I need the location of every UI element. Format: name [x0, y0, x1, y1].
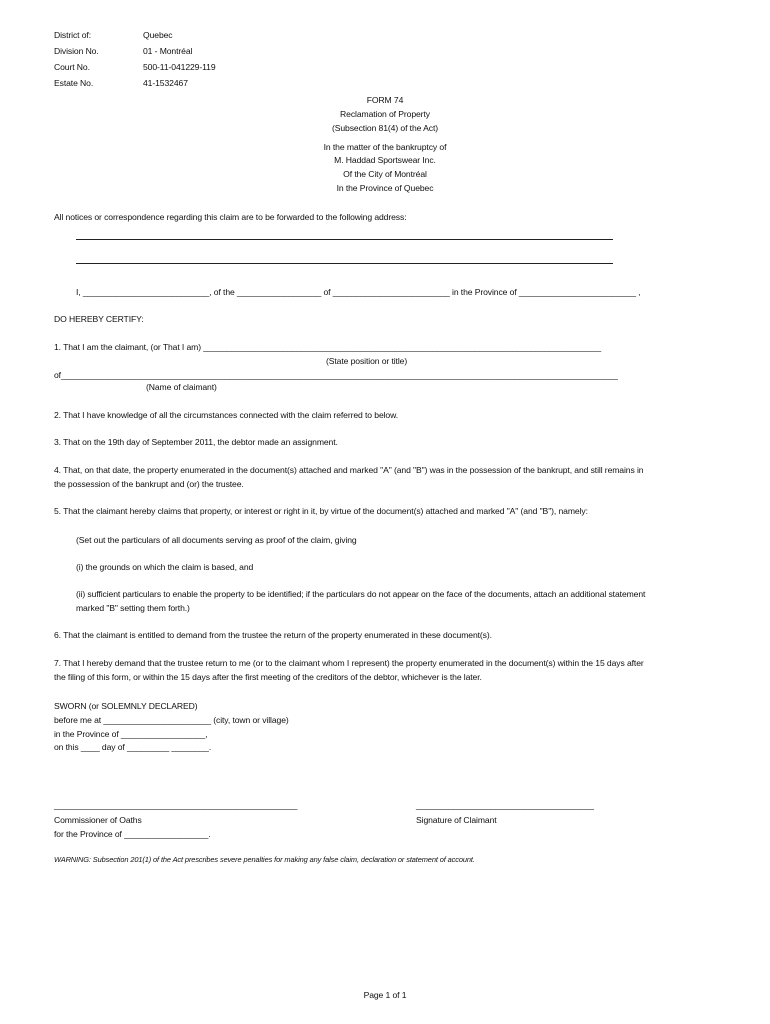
- item-5-sub-1: (Set out the particulars of all documents serving as proof of the claim, giving: [76, 535, 357, 545]
- court-label: Court No.: [54, 62, 90, 72]
- address-line-1[interactable]: [76, 239, 613, 240]
- item-6: 6. That the claimant is entitled to demand from the trustee the return of the property enumerated in these document(s).: [54, 630, 492, 640]
- commissioner-province-line: for the Province of __________________.: [54, 829, 211, 839]
- form-subsection: (Subsection 81(4) of the Act): [331, 123, 438, 133]
- matter-line-2: M. Haddad Sportswear Inc.: [334, 155, 436, 165]
- claimant-signature-line[interactable]: ______________________________________: [416, 800, 594, 810]
- division-label: Division No.: [54, 46, 99, 56]
- item-7-line-2: the filing of this form, or within the 15 days after the first meeting of the creditors of the debtor, whichever is the later.: [54, 672, 482, 682]
- warning-text: WARNING: Subsection 201(1) of the Act prescribes severe penalties for making any false claim, declaration or statement of account.: [54, 855, 475, 864]
- district-label: District of:: [54, 30, 91, 40]
- item-4-line-1: 4. That, on that date, the property enumerated in the document(s) attached and marked "A" (and "B") was in the possession of the bankrupt, and still remains in: [54, 465, 644, 475]
- sworn-line-1: SWORN (or SOLEMNLY DECLARED): [54, 701, 198, 711]
- address-line-2[interactable]: [76, 263, 613, 264]
- item-3: 3. That on the 19th day of September 2011, the debtor made an assignment.: [54, 437, 338, 447]
- item-1: 1. That I am the claimant, (or That I am) _____________________________________________________________________________________: [54, 342, 602, 352]
- sworn-line-2: before me at _______________________ (city, town or village): [54, 715, 289, 725]
- court-value: 500-11-041229-119: [143, 62, 216, 72]
- certify-heading: DO HEREBY CERTIFY:: [54, 314, 144, 324]
- item-5-sub-3-line-2: marked "B" setting them forth.): [76, 603, 190, 613]
- matter-line-4: In the Province of Quebec: [336, 183, 434, 193]
- item-5-sub-2: (i) the grounds on which the claim is based, and: [76, 562, 254, 572]
- notices-text: All notices or correspondence regarding this claim are to be forwarded to the following address:: [54, 212, 407, 222]
- sworn-line-4: on this ____ day of _________ ________.: [54, 742, 212, 752]
- sworn-line-3: in the Province of __________________,: [54, 729, 208, 739]
- estate-value: 41-1532467: [143, 78, 188, 88]
- district-value: Quebec: [143, 30, 173, 40]
- item-2: 2. That I have knowledge of all the circumstances connected with the claim referred to below.: [54, 410, 399, 420]
- item-5: 5. That the claimant hereby claims that property, or interest or right in it, by virtue of the document(s) attached and marked "A" (and "B"), namely:: [54, 506, 588, 516]
- form-number: FORM 74: [366, 95, 404, 105]
- item-1-caption: (State position or title): [326, 356, 408, 366]
- identity-line: I, ___________________________, of the __________________ of _________________________ in the Province of _________________________ ,: [76, 287, 641, 297]
- item-5-sub-3-line-1: (ii) sufficient particulars to enable the property to be identified; if the particulars do not appear on the face of the documents, attach an additional statement: [76, 589, 646, 599]
- division-value: 01 - Montréal: [143, 46, 193, 56]
- form-name: Reclamation of Property: [340, 109, 430, 119]
- item-7-line-1: 7. That I hereby demand that the trustee return to me (or to the claimant whom I represent) the property enumerated in the document(s) within the 15 days after: [54, 658, 644, 668]
- item-4-line-2: the possession of the bankrupt and (or) the trustee.: [54, 479, 244, 489]
- commissioner-label: Commissioner of Oaths: [54, 815, 142, 825]
- matter-line-3: Of the City of Montréal: [343, 169, 427, 179]
- item-1-name-caption: (Name of claimant): [146, 382, 217, 392]
- commissioner-signature-line[interactable]: ____________________________________________________: [54, 800, 298, 810]
- estate-label: Estate No.: [54, 78, 94, 88]
- claimant-label: Signature of Claimant: [416, 815, 497, 825]
- page-number: Page 1 of 1: [363, 990, 407, 1000]
- item-1-of-line: of_______________________________________________________________________________________________________________________: [54, 370, 618, 380]
- matter-line-1: In the matter of the bankruptcy of: [323, 142, 447, 152]
